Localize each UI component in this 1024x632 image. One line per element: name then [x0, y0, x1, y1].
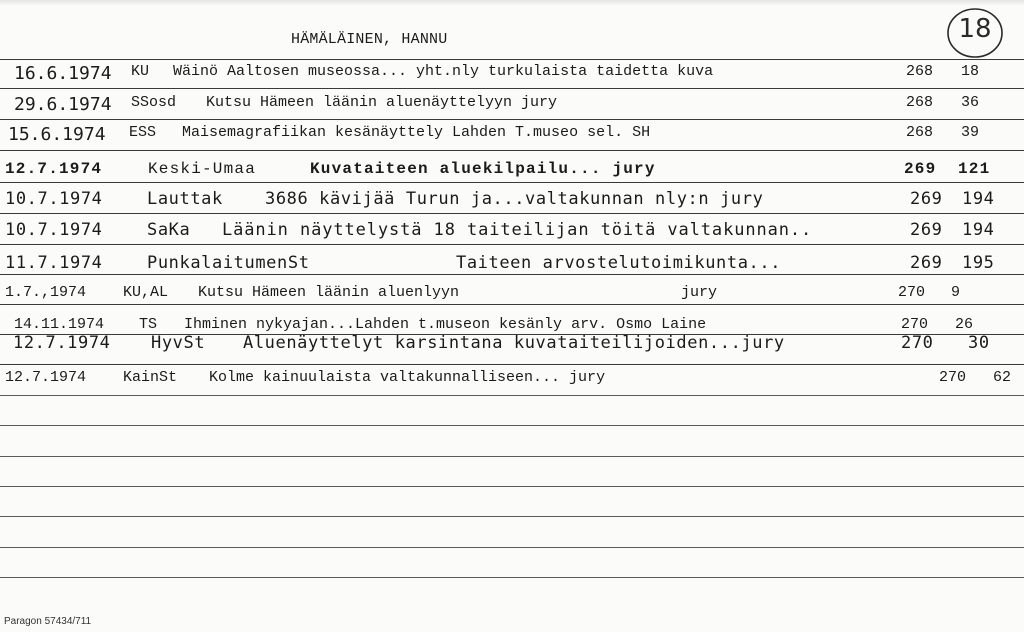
- entry-date: 29.6.1974: [14, 94, 112, 115]
- entry-volume: 269: [910, 220, 943, 240]
- entry-date: 16.6.1974: [14, 63, 112, 84]
- entry-row: [0, 284, 1024, 310]
- entry-page: 194: [962, 220, 995, 240]
- card-printer-mark: Paragon 57434/711: [4, 616, 92, 627]
- entry-volume: 270: [901, 333, 934, 353]
- entry-text: 3686 kävijää Turun ja...valtakunnan nly:n jury: [265, 189, 764, 209]
- entry-row: [0, 253, 1024, 279]
- entry-source: HyvSt: [151, 333, 206, 353]
- entry-page: 36: [961, 94, 980, 111]
- entry-text: Taiteen arvostelutoimikunta...: [456, 253, 782, 273]
- rule-line: [0, 364, 1024, 365]
- entry-page: 62: [993, 369, 1012, 386]
- entry-page: 121: [958, 160, 991, 178]
- entry-volume: 270: [901, 316, 929, 333]
- entry-date: 12.7.1974: [13, 333, 111, 353]
- entry-date: 12.7.1974: [5, 160, 103, 178]
- entry-text: Kutsu Hämeen läänin aluenlyyn: [198, 284, 460, 301]
- top-edge-shading: [0, 0, 1024, 6]
- entry-page: 26: [955, 316, 974, 333]
- card-number-badge: [946, 6, 1004, 60]
- entry-date: 12.7.1974: [5, 369, 87, 386]
- entry-page: 30: [968, 333, 990, 353]
- entry-page: 9: [951, 284, 961, 301]
- entry-text: Kuvataiteen aluekilpailu... jury: [310, 160, 656, 178]
- entry-row: [0, 94, 1024, 120]
- entry-row: [0, 189, 1024, 215]
- rule-line: [0, 425, 1024, 426]
- entry-row: [0, 220, 1024, 246]
- entry-date: 10.7.1974: [5, 220, 103, 240]
- entry-page: 39: [961, 124, 980, 141]
- entry-source: KU,AL: [123, 284, 169, 301]
- entry-row: [0, 333, 1024, 359]
- entry-source: KU: [131, 63, 150, 80]
- entry-volume: 270: [939, 369, 967, 386]
- entry-source: Keski-Umaa: [148, 160, 257, 178]
- entry-row: [0, 124, 1024, 150]
- rule-line: [0, 395, 1024, 396]
- rule-line: [0, 59, 1024, 60]
- entry-source: ESS: [129, 124, 157, 141]
- entry-date: 15.6.1974: [8, 124, 106, 145]
- entry-volume: 269: [910, 189, 943, 209]
- entry-row: [0, 63, 1024, 89]
- entry-page: 195: [962, 253, 995, 273]
- entry-source: SSosd: [131, 94, 177, 111]
- entry-source: PunkalaitumenSt: [147, 253, 310, 273]
- entry-row: [0, 160, 1024, 186]
- card-number: 18: [958, 14, 992, 44]
- card-heading-name: HÄMÄLÄINEN, HANNU: [291, 31, 448, 48]
- entry-source: TS: [139, 316, 158, 333]
- entry-volume: 270: [898, 284, 926, 301]
- entry-volume: 269: [910, 253, 943, 273]
- entry-date: 10.7.1974: [5, 189, 103, 209]
- rule-line: [0, 486, 1024, 487]
- entry-page: 194: [962, 189, 995, 209]
- rule-line: [0, 456, 1024, 457]
- entry-date: 14.11.1974: [14, 316, 105, 333]
- rule-line: [0, 577, 1024, 578]
- entry-text: Aluenäyttelyt karsintana kuvataiteilijoiden...jury: [243, 333, 785, 353]
- entry-text: Wäinö Aaltosen museossa... yht.nly turkulaista taidetta kuva: [173, 63, 714, 80]
- entry-volume: 268: [906, 94, 934, 111]
- entry-volume: 268: [906, 63, 934, 80]
- entry-date: 11.7.1974: [5, 253, 103, 273]
- rule-line: [0, 516, 1024, 517]
- entry-volume: 268: [906, 124, 934, 141]
- entry-text: Maisemagrafiikan kesänäyttely Lahden T.museo sel. SH: [182, 124, 651, 141]
- entry-date: 1.7.,1974: [5, 284, 87, 301]
- rule-line: [0, 150, 1024, 151]
- entry-text: Kolme kainuulaista valtakunnalliseen... jury: [209, 369, 606, 386]
- entry-source: SaKa: [147, 220, 191, 240]
- entry-source: Lauttak: [147, 189, 223, 209]
- entry-text: Läänin näyttelystä 18 taiteilijan töitä valtakunnan..: [222, 220, 813, 240]
- entry-extra: jury: [681, 284, 718, 301]
- entry-text: Ihminen nykyajan...Lahden t.museon kesänly arv. Osmo Laine: [184, 316, 707, 333]
- entry-text: Kutsu Hämeen läänin aluenäyttelyyn jury: [206, 94, 558, 111]
- entry-row: [0, 369, 1024, 395]
- rule-line: [0, 547, 1024, 548]
- entry-volume: 269: [904, 160, 937, 178]
- entry-page: 18: [961, 63, 980, 80]
- entry-source: KainSt: [123, 369, 178, 386]
